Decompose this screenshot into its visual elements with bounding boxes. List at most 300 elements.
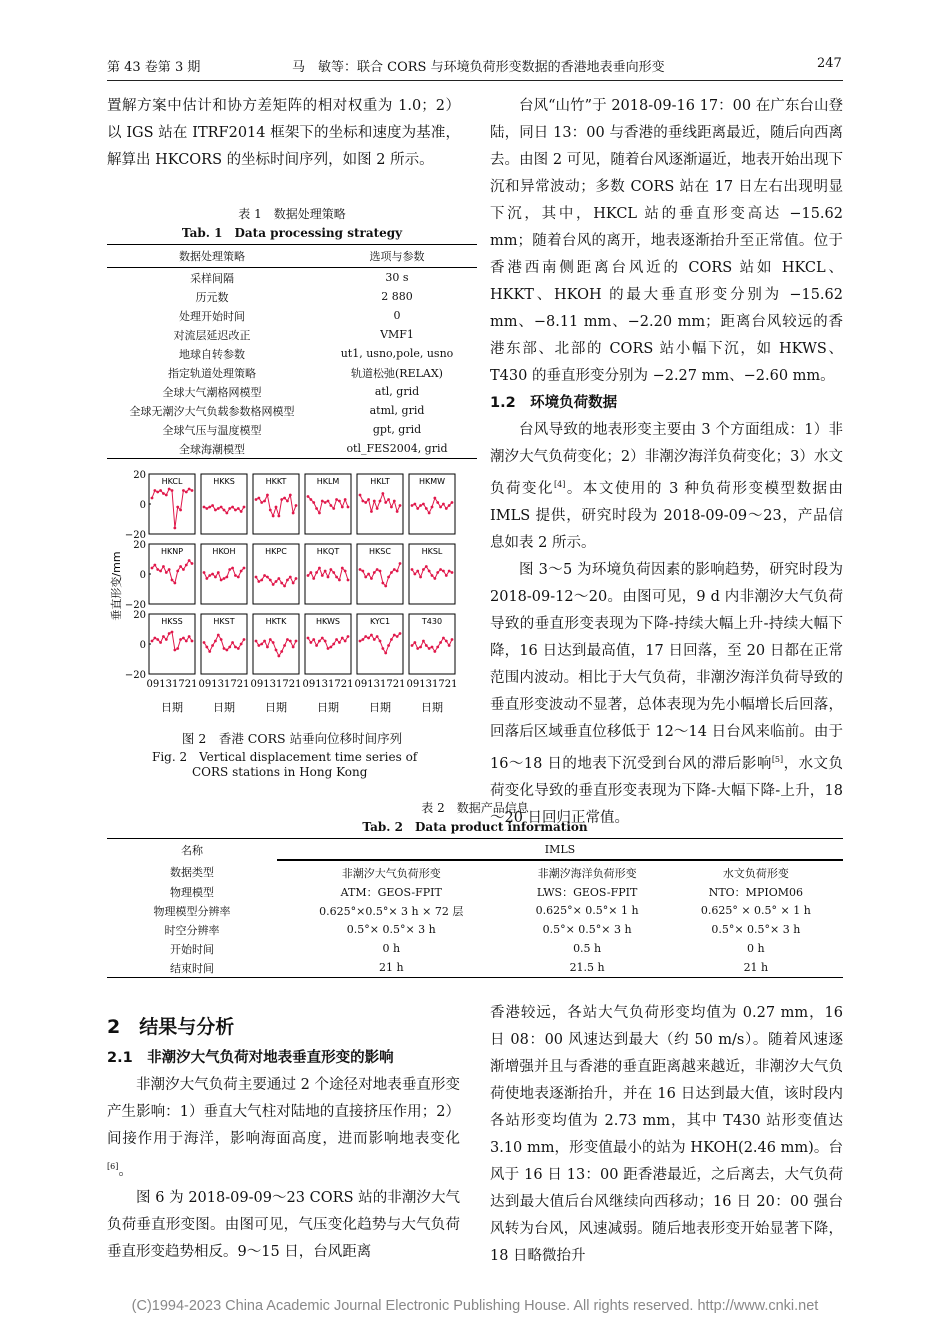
figure2-chart — [107, 466, 477, 724]
table1-row — [107, 344, 477, 363]
data-point — [162, 635, 165, 638]
copyright-footer: (C)1994-2023 China Academic Journal Electronic Publishing House. All rights reserved. http://www.cnki.net — [131, 1298, 819, 1314]
data-point — [240, 643, 243, 646]
table1-row — [107, 420, 477, 439]
data-point — [214, 509, 217, 512]
table1-cell: 轨道松弛(RELAX) — [351, 366, 443, 380]
data-point — [359, 568, 362, 571]
data-point — [205, 577, 208, 580]
data-point — [179, 638, 182, 641]
table2-cell: 0.5°× 0.5°× 3 h — [346, 923, 436, 936]
data-point — [327, 500, 330, 503]
data-point — [153, 637, 156, 640]
data-point — [165, 571, 168, 574]
data-point — [436, 646, 439, 649]
data-point — [433, 650, 436, 653]
data-point — [445, 574, 448, 577]
data-point — [168, 568, 171, 571]
table2-cell: 非潮汐海洋负荷形变 — [537, 866, 637, 880]
data-point — [307, 574, 310, 577]
x-axis-label: 日期 — [317, 701, 339, 714]
panel-station-label: HKKS — [213, 477, 235, 486]
table1-cell: atl, grid — [374, 385, 420, 398]
panel-station-label: HKKT — [265, 477, 287, 486]
data-point — [295, 640, 298, 643]
table2-cell: LWS：GEOS-FPIT — [536, 885, 638, 899]
data-point — [179, 509, 182, 512]
paragraph: 台风“山竹”于 2018-09-16 17：00 在广东台山登陆，同日 13：00 与香港的垂线距离最近，随后向西离去。由图 2 可见，随着台风逐渐逼近，地表开始出现下沉和异常波动；多数 CORS 站在 17 日左右出现明显下沉，其中，HKCL 站的垂直形变高达 −15.62 mm；随着台风的离开，地表逐渐抬升至正常值。位于香港西南侧距离台风近的 CORS 站如 HKCL、HKKT、HKOH 的最大垂直形变分别为 −15.62 mm、−8.11 mm、−2.20 mm；距离台风较远的香港东部、北部的 CORS 站小幅下沉，如 HKWS、T430 的垂直形变分别为 −2.27 mm、−2.60 mm。 — [490, 98, 843, 384]
data-point — [347, 579, 350, 582]
data-point — [203, 506, 206, 509]
data-point — [364, 501, 367, 504]
data-point — [344, 498, 347, 501]
data-point — [234, 509, 237, 512]
data-point — [318, 567, 321, 570]
data-point — [367, 573, 370, 576]
data-point — [439, 568, 442, 571]
data-point — [266, 576, 269, 579]
data-point — [442, 503, 445, 506]
data-point — [292, 582, 295, 585]
data-point — [379, 500, 382, 503]
data-point — [211, 644, 214, 647]
data-point — [318, 640, 321, 643]
data-point — [338, 500, 341, 503]
data-point — [176, 506, 179, 509]
data-point — [228, 507, 231, 510]
data-point — [367, 637, 370, 640]
data-point — [448, 644, 451, 647]
data-point — [370, 634, 373, 637]
data-point — [292, 646, 295, 649]
table2-cell: 时空分辨率 — [164, 923, 220, 937]
y-tick-label: 20 — [133, 540, 146, 551]
data-point — [422, 568, 425, 571]
table1-cell: 0 — [393, 309, 401, 322]
data-point — [370, 510, 373, 513]
data-point — [411, 568, 414, 571]
left-top-text — [107, 93, 460, 174]
citation[interactable]: [4] — [554, 480, 566, 489]
data-point — [327, 576, 330, 579]
data-point — [231, 641, 234, 644]
data-point — [329, 646, 332, 649]
figure2-caption-cn: 图 2 香港 CORS 站垂向位移时间序列 — [181, 731, 403, 746]
panel-station-label: T430 — [421, 617, 443, 626]
data-point — [153, 564, 156, 567]
x-axis-label: 日期 — [369, 701, 391, 714]
data-point — [436, 501, 439, 504]
paragraph-continued: 香港较远，各站大气负荷形变均值为 0.27 mm，16 日 08：00 风速达到最大（约 50 m/s）。随着风速逐渐增强并且与香港的垂直距离越来越近，非潮汐大气负荷使地表逐渐抬升，并在 16 日达到最大值，该时段内各站形变均值为 2.73 mm，其中 T430 站形变值达 3.10 mm，形变值最小的站为 HKOH(2.46 mm)。台风于 16 日 13：00 距香港最近，之后离去，大气负荷达到最大值后台风继续向西移动；16 日 20：00 强台风转为台风，风速减弱。随后地表形变开始显著下降，18 日略微抬升 — [490, 1005, 843, 1264]
data-point — [153, 489, 156, 492]
table2-cell: 21 h — [743, 961, 769, 974]
data-point — [257, 644, 260, 647]
data-point — [335, 638, 338, 641]
data-point — [182, 568, 185, 571]
paragraph: 非潮汐大气负荷主要通过 2 个途径对地表垂直形变产生影响：1）垂直大气柱对陆地的直接挤压作用；2）间接作用于海洋，影响海面高度，进而影响地表变化[6]。 — [107, 1077, 460, 1179]
data-point — [439, 506, 442, 509]
table2-caption-en: Tab. 2 Data product information — [362, 820, 588, 834]
running-header-title: 马 敏等：联合 CORS 与环境负荷形变数据的香港地表垂向形变 — [292, 60, 665, 75]
data-point — [419, 646, 422, 649]
panel-station-label: HKST — [213, 617, 235, 626]
table1-cell: 30 s — [385, 271, 409, 284]
section-2-title: 2 结果与分析 — [107, 1016, 235, 1038]
data-point — [411, 644, 414, 647]
data-point — [445, 640, 448, 643]
data-point — [387, 644, 390, 647]
table2-header: 名称 — [181, 843, 203, 857]
data-point — [188, 559, 191, 562]
data-point — [286, 638, 289, 641]
left-column-bottom — [107, 1045, 460, 1266]
table2-cell: 0.625° × 0.5° × 1 h — [700, 904, 811, 917]
data-point — [179, 565, 182, 568]
data-point — [376, 568, 379, 571]
data-point — [234, 646, 237, 649]
section-2-1-title: 2.1 非潮汐大气负荷对地表垂直形变的影响 — [107, 1050, 394, 1066]
data-point — [225, 576, 228, 579]
data-point — [272, 515, 275, 518]
data-point — [411, 504, 414, 507]
table2-cell: 非潮汐大气负荷形变 — [341, 866, 441, 880]
table1-row — [107, 268, 477, 288]
data-point — [381, 492, 384, 495]
data-point — [263, 640, 266, 643]
data-point — [312, 501, 315, 504]
data-point — [425, 565, 428, 568]
table1-cell: atml, grid — [369, 404, 425, 417]
data-point — [442, 637, 445, 640]
data-point — [286, 500, 289, 503]
data-point — [211, 504, 214, 507]
series-line — [152, 489, 192, 528]
data-point — [255, 640, 258, 643]
data-point — [451, 638, 454, 641]
data-point — [255, 498, 258, 501]
table2-cell: 0.625°× 0.5°× 1 h — [535, 904, 639, 917]
data-point — [344, 640, 347, 643]
data-point — [243, 506, 246, 509]
table2-cell: 0.5 h — [573, 942, 602, 955]
data-point — [332, 507, 335, 510]
data-point — [260, 643, 263, 646]
table1-header: 选项与参数 — [317, 245, 477, 268]
y-tick-label: −20 — [124, 600, 146, 611]
data-point — [321, 637, 324, 640]
data-point — [373, 500, 376, 503]
table2-cell: 0.5°× 0.5°× 3 h — [711, 923, 801, 936]
panel-station-label: HKNP — [160, 547, 184, 556]
data-point — [217, 571, 220, 574]
data-point — [318, 512, 321, 515]
data-point — [156, 568, 159, 571]
table2-cell: ATM：GEOS-FPIT — [340, 885, 442, 899]
table2 — [107, 838, 843, 978]
table1-cell: ut1, usno,pole, usno — [340, 347, 454, 360]
data-point — [332, 643, 335, 646]
data-point — [390, 571, 393, 574]
data-point — [370, 577, 373, 580]
x-axis-label: 日期 — [265, 701, 287, 714]
table1-cell: otl_FES2004, grid — [346, 442, 448, 455]
panel-station-label: HKWS — [316, 617, 340, 626]
data-point — [266, 646, 269, 649]
table1-row — [107, 439, 477, 459]
data-point — [387, 576, 390, 579]
citation[interactable]: [6] — [107, 1162, 119, 1171]
table1-cell: 处理开始时间 — [179, 309, 245, 323]
data-point — [237, 576, 240, 579]
panel-station-label: HKSL — [421, 547, 443, 556]
data-point — [393, 568, 396, 571]
data-point — [240, 510, 243, 513]
data-point — [419, 504, 422, 507]
data-point — [269, 509, 272, 512]
data-point — [376, 635, 379, 638]
data-point — [309, 498, 312, 501]
data-point — [211, 573, 214, 576]
table2-row — [107, 958, 843, 978]
data-point — [381, 582, 384, 585]
data-point — [283, 585, 286, 588]
y-tick-label: 20 — [133, 610, 146, 621]
data-point — [422, 640, 425, 643]
panel-station-label: HKQT — [316, 547, 340, 556]
table2-cell: NTO：MPIOM06 — [708, 885, 803, 899]
paragraph: 图 6 为 2018-09-09～23 CORS 站的非潮汐大气负荷垂直形变图。由图可见，气压变化趋势与大气负荷垂直形变趋势相反。9～15 日，台风距离 — [107, 1189, 460, 1260]
data-point — [324, 501, 327, 504]
data-point — [275, 649, 278, 652]
data-point — [263, 500, 266, 503]
table2-cell: 水文负荷形变 — [722, 866, 789, 880]
data-point — [309, 641, 312, 644]
table1-cell: 2 880 — [381, 290, 413, 303]
data-point — [364, 635, 367, 638]
data-point — [286, 579, 289, 582]
data-point — [255, 576, 258, 579]
table1-cell: 采样间隔 — [190, 271, 234, 285]
series-line — [256, 495, 296, 516]
data-point — [168, 488, 171, 491]
data-point — [173, 582, 176, 585]
data-point — [275, 506, 278, 509]
data-point — [373, 571, 376, 574]
data-point — [295, 577, 298, 580]
x-tick-labels: 09131721 — [250, 679, 302, 690]
table1 — [107, 244, 477, 459]
data-point — [188, 488, 191, 491]
table1-cell: 指定轨道处理策略 — [168, 366, 256, 380]
data-point — [231, 567, 234, 570]
data-point — [335, 576, 338, 579]
table1-row — [107, 401, 477, 420]
table1-cell: VMF1 — [380, 328, 414, 341]
data-point — [182, 637, 185, 640]
table1-row — [107, 363, 477, 382]
data-point — [289, 576, 292, 579]
data-point — [361, 638, 364, 641]
data-point — [338, 641, 341, 644]
data-point — [393, 500, 396, 503]
table2-header-group: IMLS — [544, 842, 576, 856]
table2-row — [107, 920, 843, 939]
data-point — [416, 507, 419, 510]
data-point — [165, 638, 168, 641]
data-point — [431, 574, 434, 577]
citation[interactable]: [5] — [771, 754, 784, 764]
data-point — [272, 583, 275, 586]
data-point — [329, 504, 332, 507]
table2-cell: 0 h — [747, 942, 765, 955]
data-point — [191, 562, 194, 565]
table2-row — [107, 901, 843, 920]
data-point — [168, 632, 171, 635]
data-point — [428, 512, 431, 515]
data-point — [324, 570, 327, 573]
data-point — [188, 635, 191, 638]
table1-cell: 地球自转参数 — [179, 347, 245, 361]
table1-row — [107, 325, 477, 344]
data-point — [344, 570, 347, 573]
data-point — [208, 574, 211, 577]
data-point — [361, 570, 364, 573]
table2-row — [107, 882, 843, 901]
data-point — [341, 567, 344, 570]
data-point — [225, 649, 228, 652]
series-line — [308, 497, 348, 514]
x-axis-label: 日期 — [421, 701, 443, 714]
data-point — [237, 647, 240, 650]
table1-cell: 全球海潮模型 — [179, 442, 245, 456]
header-rule — [107, 80, 843, 81]
data-point — [203, 641, 206, 644]
data-point — [203, 571, 206, 574]
data-point — [321, 500, 324, 503]
table1-caption-cn: 表 1 数据处理策略 — [238, 207, 346, 221]
data-point — [393, 634, 396, 637]
paragraph-continued: 置解方案中估计和协方差矩阵的相对权重为 1.0；2）以 IGS 站在 ITRF2014 框架下的坐标和速度为基准，解算出 HKCORS 的坐标时间序列，如图 2 所示。 — [107, 98, 460, 168]
table2-caption-cn: 表 2 数据产品信息 — [421, 801, 529, 815]
data-point — [307, 637, 310, 640]
data-point — [428, 647, 431, 650]
data-point — [396, 570, 399, 573]
table2-cell: 0.625°×0.5°× 3 h × 72 层 — [319, 904, 464, 918]
data-point — [223, 577, 226, 580]
data-point — [335, 498, 338, 501]
data-point — [381, 647, 384, 650]
data-point — [205, 507, 208, 510]
y-tick-label: 0 — [139, 570, 146, 581]
data-point — [151, 640, 154, 643]
data-point — [332, 571, 335, 574]
table1-caption-en: Tab. 1 Data processing strategy — [181, 226, 403, 240]
data-point — [425, 507, 428, 510]
data-point — [269, 579, 272, 582]
table2-cell: 物理模型分辨率 — [153, 904, 231, 918]
x-tick-labels: 09131721 — [406, 679, 458, 690]
panel-station-label: HKSC — [369, 547, 391, 556]
data-point — [156, 638, 159, 641]
data-point — [433, 497, 436, 500]
panel-station-label: HKLM — [316, 477, 340, 486]
data-point — [165, 494, 168, 497]
data-point — [185, 491, 188, 494]
data-point — [223, 647, 226, 650]
data-point — [289, 640, 292, 643]
table1-cell: 全球大气潮格网模型 — [162, 385, 262, 399]
data-point — [151, 497, 154, 500]
data-point — [225, 512, 228, 515]
data-point — [191, 640, 194, 643]
data-point — [162, 492, 165, 495]
data-point — [416, 570, 419, 573]
data-point — [159, 489, 162, 492]
data-point — [442, 570, 445, 573]
data-point — [341, 506, 344, 509]
x-axis-label: 日期 — [161, 701, 183, 714]
right-column-bottom — [490, 1000, 843, 1270]
data-point — [312, 577, 315, 580]
data-point — [413, 503, 416, 506]
data-point — [384, 585, 387, 588]
table1-header: 数据处理策略 — [107, 245, 317, 268]
data-point — [315, 644, 318, 647]
data-point — [416, 647, 419, 650]
data-point — [280, 498, 283, 501]
y-tick-label: 0 — [139, 500, 146, 511]
panel-station-label: HKLT — [370, 477, 390, 486]
y-tick-label: −20 — [124, 530, 146, 541]
data-point — [240, 570, 243, 573]
data-point — [182, 489, 185, 492]
data-point — [390, 638, 393, 641]
data-point — [228, 568, 231, 571]
data-point — [220, 506, 223, 509]
data-point — [237, 507, 240, 510]
x-tick-labels: 09131721 — [354, 679, 406, 690]
data-point — [413, 573, 416, 576]
data-point — [292, 512, 295, 515]
data-point — [390, 506, 393, 509]
table2-cell: 21 h — [378, 961, 404, 974]
data-point — [399, 562, 402, 565]
panel-station-label: HKMW — [418, 477, 446, 486]
data-point — [185, 640, 188, 643]
table1-cell: 全球无潮汐大气负载参数格网模型 — [129, 404, 295, 418]
data-point — [433, 577, 436, 580]
data-point — [399, 504, 402, 507]
panel-station-label: HKSS — [161, 617, 183, 626]
page-number: 247 — [817, 56, 842, 71]
table2-cell: 物理模型 — [170, 885, 214, 899]
figure2-caption-en-1: Fig. 2 Vertical displacement time series of — [152, 750, 418, 764]
data-point — [413, 641, 416, 644]
panel-station-label: HKCL — [161, 477, 183, 486]
data-point — [243, 638, 246, 641]
data-point — [266, 494, 269, 497]
data-point — [329, 568, 332, 571]
table1-cell: 历元数 — [195, 290, 229, 304]
data-point — [359, 494, 362, 497]
table1-row — [107, 306, 477, 325]
table2-cell: 数据类型 — [170, 866, 214, 880]
table1-cell: 全球气压与温度模型 — [162, 423, 262, 437]
data-point — [173, 527, 176, 530]
data-point — [275, 580, 278, 583]
table1-cell: 对流层延迟改正 — [173, 328, 251, 342]
table1-cell: gpt, grid — [372, 423, 422, 436]
